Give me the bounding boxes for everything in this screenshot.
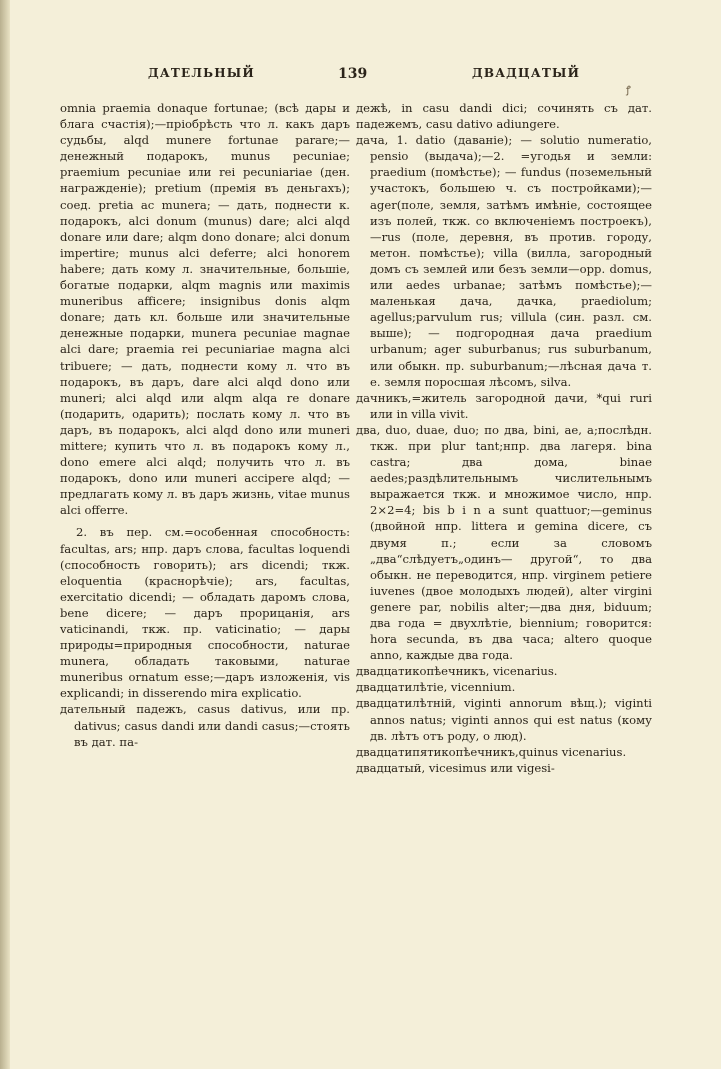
entry-datelny-continued: дежѣ, in casu dandi dici; сочинять съ дат. падежемъ, casu dativo adiungere. (356, 101, 652, 132)
running-header (0, 66, 721, 88)
entry-dvadtsatiletny: двадцатилѣтній, viginti annorum вѣщ.); viginti annos natus; viginti annos qui est natus (кому дв. лѣтъ отъ роду, о люд). (356, 696, 652, 743)
entry-datelny: дательный падежъ, casus dativus, или пр. dativus; casus dandi или dandi casus;—стоять въ дат. па- (60, 702, 350, 749)
header-left-word: ДАТЕЛЬНЫЙ (148, 66, 255, 80)
ink-mark: ꝭ (626, 85, 631, 96)
entry-dva: два, duo, duae, duo; по два, bini, ae, a;послѣдн. ткж. при plur tant;нпр. два лагеря. bina castra; два дома, binae aedes;раздѣлительнымъ числительнымъ выражается ткж. и множимое число, нпр. 2×2=4; bis b i n a sunt quattuor;—geminus (двойной нпр. littera и gemina dicere, съ двумя п.; если за словомъ „два“слѣдуетъ„одинъ— другой“, то два обыкн. не переводится, нпр. virginem petiere iuvenes (двое молодыхъ людей), alter virgini genere par, nobilis alter;—два дня, biduum; два года = двухлѣтіе, biennium; говорится: hora secunda, въ два часа; altero quoque anno, каждые два года. (356, 422, 652, 663)
entry-dacha: дача, 1. datio (даваніе); — solutio numeratio, pensio (выдача);—2. =угодья и земли: praedium (помѣстье); — fundus (поземельный участокъ, большею ч. съ постройками);—ager(поле, земля, затѣмъ имѣніе, состоящее изъ полей, ткж. со включеніемъ построекъ), —rus (поле, деревня, въ против. городу, метон. помѣстье); villa (вилла, загородный домъ съ землей или безъ земли—opp. domus, или aedes urbanae; затѣмъ помѣстье);—маленькая дача, дачка, praediolum; agellus;parvulum rus; villula (син. разл. см. выше); — подгородная дача praedium urbanum; ager suburbanus; rus suburbanum, или обыкн. пр. suburbanum;—лѣсная дача т. е. земля поросшая лѣсомъ, silva. (356, 133, 652, 389)
entry-dvadtsatipyatikopeechnik: двадцатипятикопѣечникъ,quinus vicenarius. (356, 744, 627, 759)
right-column (356, 100, 652, 776)
page-binding-edge (0, 0, 10, 1069)
entry-dar-continued: omnia praemia donaque fortunae; (всѣ дары и блага счастія);—пріобрѣсть что л. какъ даръ судьбы, alqd munere fortunae parare;—денежный подарокъ, munus pecuniae; praemium pecuniae или rei pecuniariae (ден. награжденіе); pretium (премія въ деньгахъ); соед. pretia ac munera; — дать, поднести к. подарокъ, alci donum (munus) dare; alci alqd donare или dare; alqm dono donare; alci donum impertire; munus alci deferre; alci honorem habere; дать кому л. значительные, большіе, богатые подарки, alqm magnis или maximis muneribus afficere; insignibus donis alqm donare; дать кл. больше или значительные денежные подарки, munera pecuniae magnae alci dare; praemia rei pecuniariae magna alci tribuere; — дать, поднести кому л. что въ подарокъ, въ даръ, dare alci alqd dono или muneri; alci alqd или alqm alqa re donare (подарить, одарить); послать кому л. что въ даръ, въ подарокъ, alci alqd dono или muneri mittere; купить что л. въ подарокъ кому л., dono emere alci alqd; получить что л. въ подарокъ, dono или muneri accipere alqd; — предлагать кому л. въ даръ жизнь, vitae munus alci offerre. (60, 101, 350, 518)
entry-dvadtsatikopeechnik: двадцатикопѣечникъ, vicenarius. (356, 664, 558, 679)
header-right-word: ДВАДЦАТЫЙ (472, 66, 581, 80)
entry-dvadtsatiletie: двадцатилѣтіе, vicennium. (356, 680, 516, 695)
entry-dvadtsaty: двадцатый, vicesimus или vigesi- (356, 760, 555, 775)
entry-dar-sense-2: 2. въ пер. см.=особенная способность: facultas, ars; нпр. даръ слова, facultas loquendi (способность говорить); ars dicendi; ткж. eloquentia (краснорѣчіе); ars, facultas, exercitatio dicendi; — обладать даромъ слова, bene dicere; — даръ прорицанія, ars vaticinandi, ткж. пр. vaticinatio; — дары природы=природныя способности, naturae munera, обладать таковыми, naturae muneribus ornatum esse;—даръ изложенія, vis explicandi; in disserendo mira explicatio. (60, 525, 350, 701)
page-number: 139 (338, 66, 368, 82)
entry-dachnik: дачникъ,=житель загородной дачи, *qui ruri или in villa vivit. (356, 390, 652, 421)
left-column (60, 100, 350, 750)
